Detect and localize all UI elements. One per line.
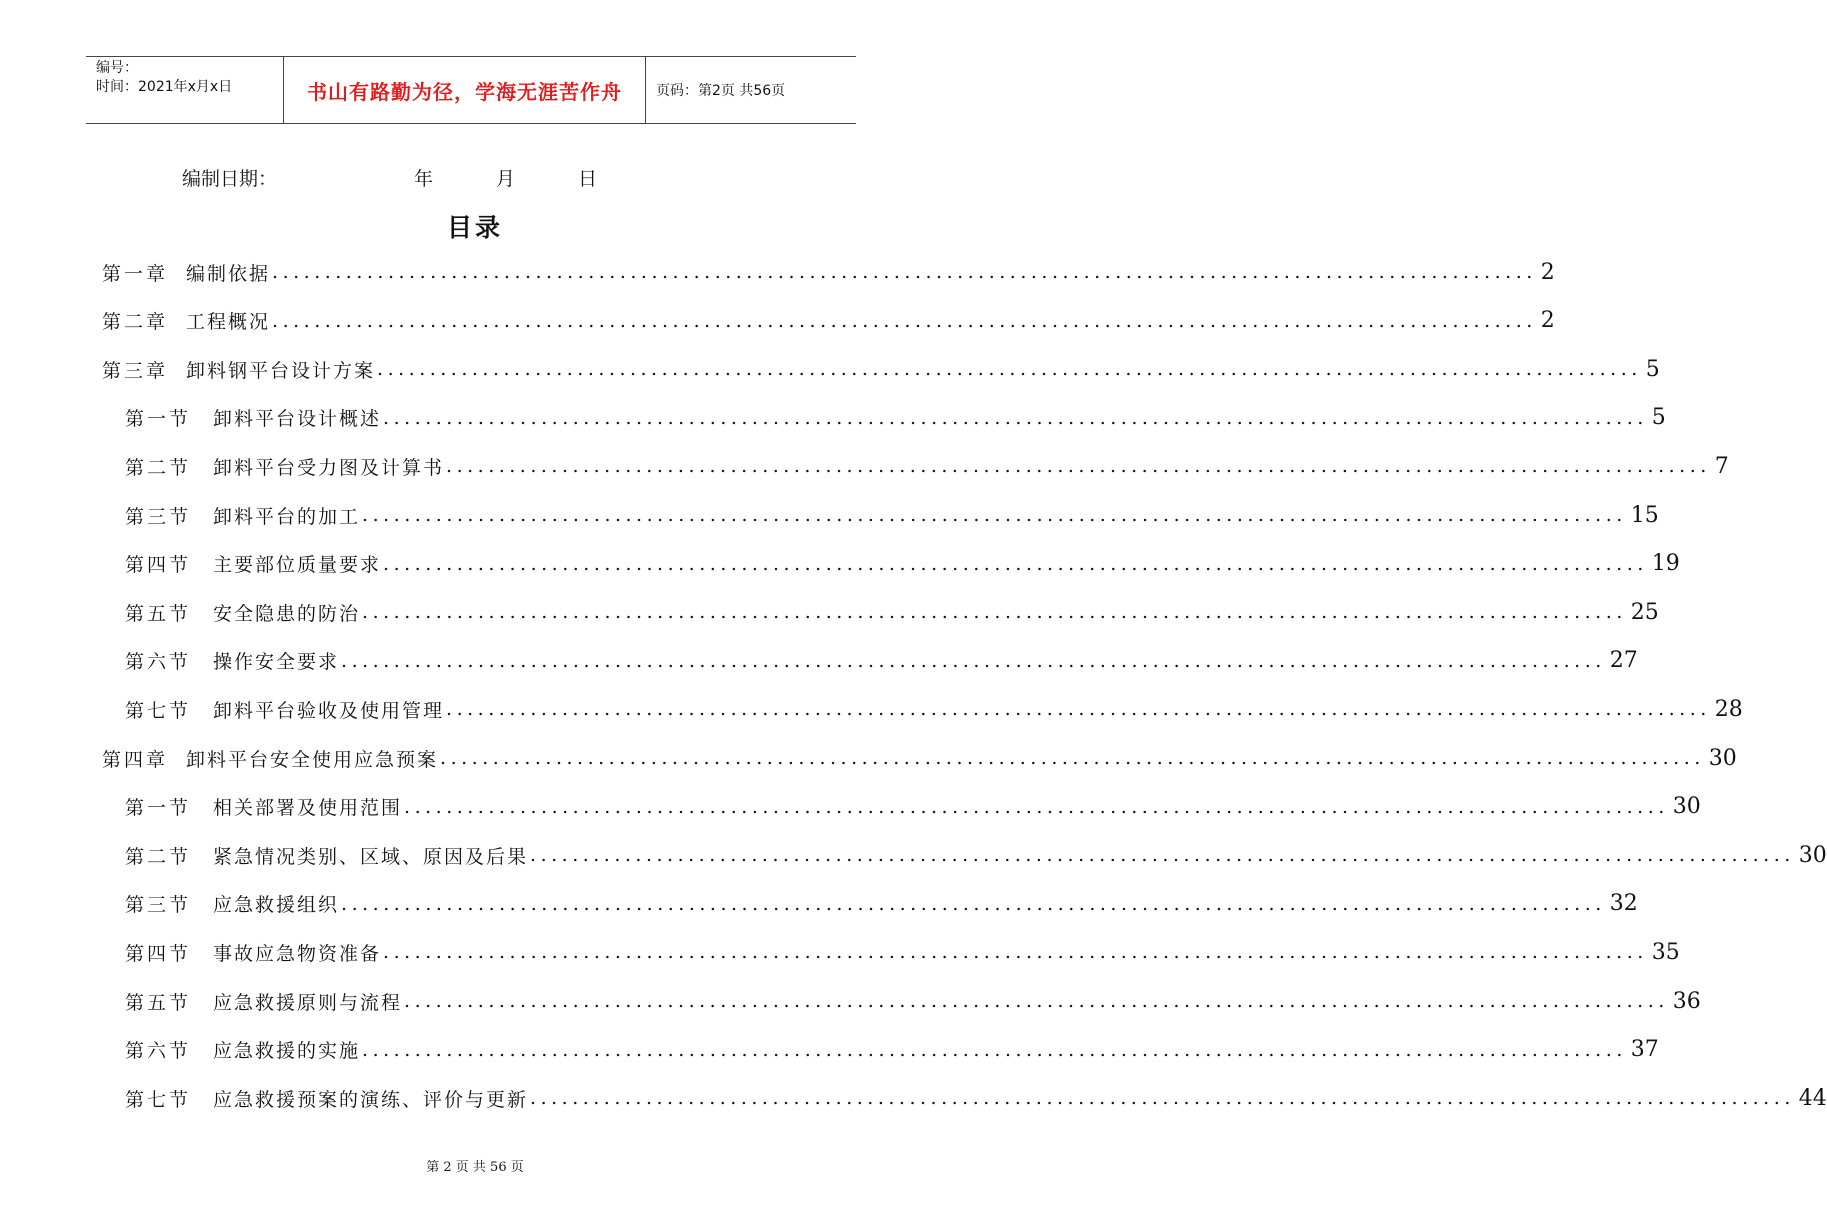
- toc-leader-dots: ........................................................................................................................: [404, 990, 1669, 1012]
- toc-leader-dots: ........................................................................................................................: [362, 601, 1627, 624]
- toc-entry[interactable]: [125, 639, 1638, 683]
- toc-entry-label: 第一节: [125, 797, 192, 820]
- toc-entry-page: 30: [1672, 794, 1701, 820]
- compile-date-day: 日: [578, 168, 598, 190]
- header-page-info: 页码：第2页 共56页: [656, 83, 786, 99]
- toc-entry-title: 相关部署及使用范围: [213, 797, 403, 820]
- toc-entry-label: 第一节: [125, 408, 192, 431]
- toc-entry[interactable]: [125, 979, 1701, 1023]
- toc-entry-title: 应急救援原则与流程: [213, 991, 403, 1014]
- toc-entry-label: 第七节: [125, 1088, 192, 1111]
- page-header: [86, 56, 856, 124]
- toc-entry[interactable]: [125, 1076, 1827, 1120]
- header-meta: [86, 57, 283, 123]
- toc-entry-page: 44: [1798, 1085, 1827, 1111]
- toc-entry-label: 第四节: [125, 942, 192, 965]
- toc-entry-title: 主要部位质量要求: [213, 554, 382, 577]
- toc-entry-title: 应急救援的实施: [213, 1040, 361, 1063]
- toc-entry-label: 第三节: [125, 894, 192, 917]
- toc-entry[interactable]: [125, 444, 1729, 488]
- toc-entry-title: 卸料平台受力图及计算书: [213, 456, 445, 479]
- toc-leader-dots: ........................................................................................................................: [530, 844, 1795, 867]
- toc-entry[interactable]: [102, 736, 1737, 780]
- header-motto: 书山有路勤为径，学海无涯苦作舟: [307, 79, 622, 104]
- toc-entry[interactable]: [125, 930, 1680, 974]
- toc-entry[interactable]: [125, 493, 1659, 537]
- toc-entry-label: 第四节: [125, 554, 192, 577]
- toc-entry-title: 应急救援预案的演练、评价与更新: [213, 1088, 529, 1111]
- toc-entry-title: 应急救援组织: [213, 894, 340, 917]
- toc-entry-title: 事故应急物资准备: [213, 942, 382, 965]
- toc-entry-page: 37: [1630, 1037, 1659, 1063]
- toc-entry-page: 28: [1714, 696, 1743, 722]
- toc-entry[interactable]: [102, 347, 1660, 391]
- toc-entry-label: 第二节: [125, 456, 192, 479]
- toc-leader-dots: ........................................................................................................................: [383, 406, 1648, 429]
- toc-entry-title: 编制依据: [186, 262, 271, 285]
- toc-entry-title: 卸料平台设计概述: [213, 408, 382, 431]
- toc-entry-title: 卸料钢平台设计方案: [186, 359, 376, 382]
- toc-entry-page: 25: [1630, 599, 1659, 625]
- header-number: 编号：: [96, 60, 138, 76]
- toc-entry[interactable]: [125, 1028, 1659, 1072]
- toc-entry-title: 卸料平台的加工: [213, 505, 361, 528]
- toc-entry-label: 第三节: [125, 505, 192, 528]
- toc-entry-title: 工程概况: [186, 311, 271, 334]
- page-footer: 第 2 页 共 56 页: [426, 1160, 524, 1175]
- toc-entry-label: 第四章: [102, 748, 169, 771]
- toc-entry-label: 第三章: [102, 359, 169, 382]
- toc-leader-dots: ........................................................................................................................: [362, 1038, 1627, 1061]
- toc-entry-page: 19: [1651, 551, 1680, 577]
- toc-entry-page: 5: [1645, 356, 1660, 382]
- toc-entry-page: 30: [1798, 842, 1827, 868]
- compile-date-label: 编制日期：: [182, 168, 278, 190]
- toc-entry[interactable]: [125, 687, 1743, 731]
- compile-date-line: [182, 164, 622, 192]
- toc-title: 目录: [446, 213, 503, 242]
- toc-leader-dots: ........................................................................................................................: [377, 358, 1642, 381]
- header-motto-cell: [283, 57, 646, 123]
- toc-entry-page: 7: [1714, 453, 1729, 479]
- toc-leader-dots: ........................................................................................................................: [404, 795, 1669, 818]
- toc-entry-title: 紧急情况类别、区域、原因及后果: [213, 845, 529, 868]
- toc-leader-dots: ........................................................................................................................: [383, 552, 1648, 575]
- toc-leader-dots: ........................................................................................................................: [341, 649, 1606, 672]
- toc-entry-label: 第二章: [102, 311, 169, 334]
- toc-entry-label: 第二节: [125, 845, 192, 868]
- toc-entry-page: 27: [1609, 648, 1638, 674]
- compile-date-month: 月: [496, 168, 516, 190]
- toc-entry-page: 35: [1651, 939, 1680, 965]
- header-time: 时间：2021年x月x日: [96, 79, 233, 95]
- toc-entry-page: 30: [1708, 745, 1737, 771]
- compile-date-year: 年: [414, 168, 434, 190]
- toc-leader-dots: ........................................................................................................................: [446, 698, 1711, 721]
- toc-entry-page: 2: [1540, 259, 1555, 285]
- toc-leader-dots: ........................................................................................................................: [383, 941, 1648, 964]
- toc-entry[interactable]: [125, 590, 1659, 634]
- toc-entry-title: 卸料平台安全使用应急预案: [186, 748, 439, 771]
- toc-entry-label: 第一章: [102, 262, 169, 285]
- toc-entry-label: 第六节: [125, 651, 192, 674]
- toc-entry[interactable]: [125, 882, 1638, 926]
- toc-entry-page: 36: [1672, 988, 1701, 1014]
- toc-leader-dots: ........................................................................................................................: [440, 747, 1705, 769]
- toc-leader-dots: ........................................................................................................................: [341, 892, 1606, 915]
- toc-leader-dots: ........................................................................................................................: [362, 504, 1627, 526]
- toc-entry-title: 卸料平台验收及使用管理: [213, 699, 445, 722]
- toc-leader-dots: ........................................................................................................................: [530, 1087, 1795, 1110]
- toc-entry-page: 2: [1540, 308, 1555, 334]
- toc-entry-label: 第七节: [125, 699, 192, 722]
- toc-entry-page: 5: [1651, 405, 1666, 431]
- header-page-cell: [646, 57, 856, 123]
- toc-leader-dots: ........................................................................................................................: [272, 261, 1537, 283]
- toc-entry-title: 操作安全要求: [213, 651, 340, 674]
- toc-entry[interactable]: [125, 542, 1680, 586]
- toc-entry-page: 32: [1609, 891, 1638, 917]
- toc-entry-label: 第五节: [125, 602, 192, 625]
- toc-entry-label: 第五节: [125, 991, 192, 1014]
- toc-entry-title: 安全隐患的防治: [213, 602, 361, 625]
- toc-entry[interactable]: [125, 396, 1666, 440]
- toc-leader-dots: ........................................................................................................................: [272, 309, 1537, 332]
- toc-entry[interactable]: [102, 299, 1555, 343]
- toc-entry-page: 15: [1630, 502, 1659, 528]
- toc-leader-dots: ........................................................................................................................: [446, 455, 1711, 478]
- toc-entry[interactable]: [102, 250, 1555, 294]
- toc-entry-label: 第六节: [125, 1040, 192, 1063]
- toc-entry[interactable]: [125, 785, 1701, 829]
- toc-entry[interactable]: [125, 833, 1827, 877]
